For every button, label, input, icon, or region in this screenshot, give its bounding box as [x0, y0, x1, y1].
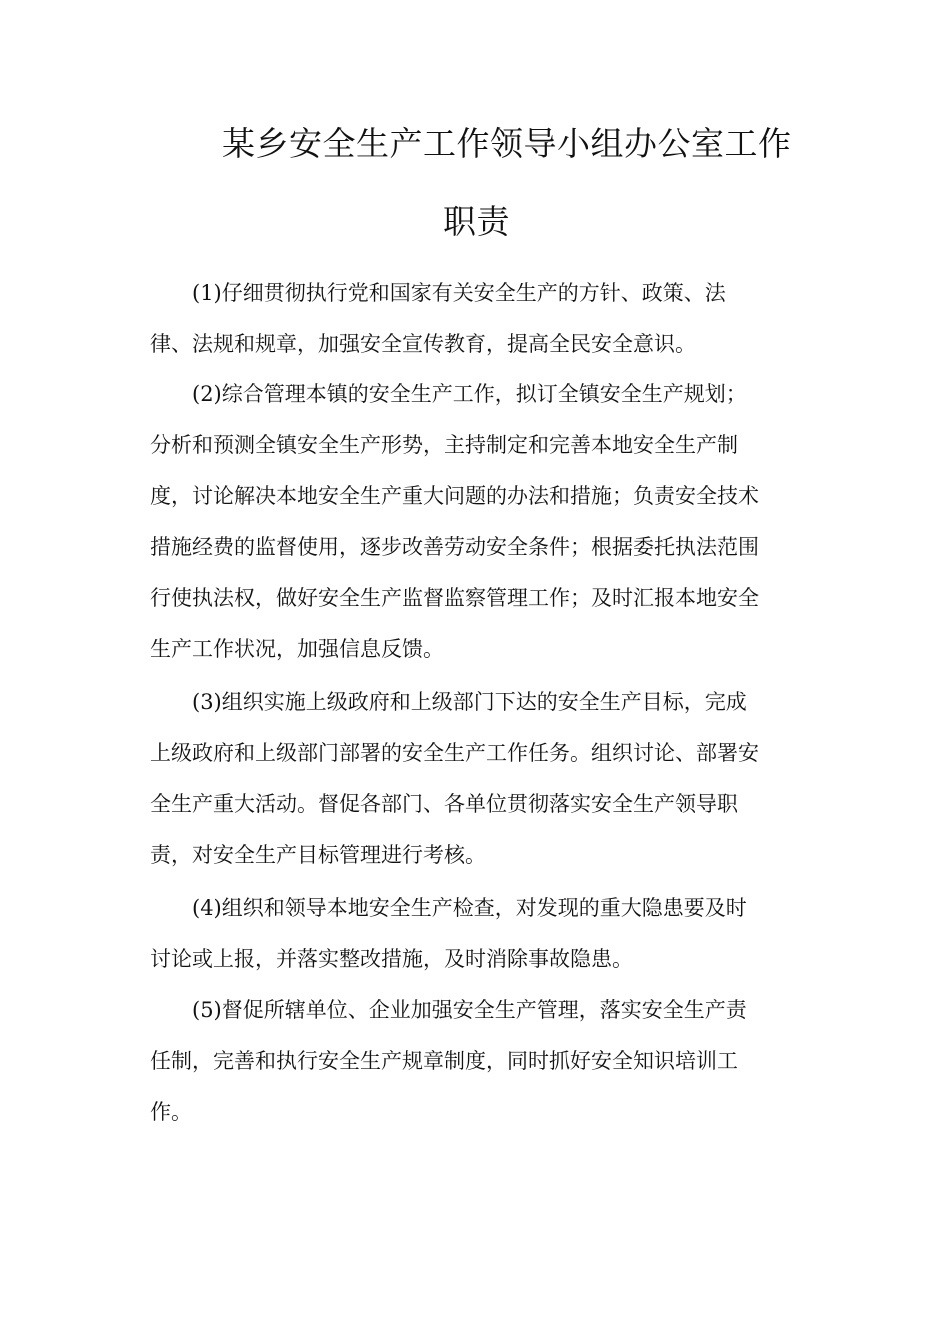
paragraph-2-line-3: 度，讨论解决本地安全生产重大问题的办法和措施；负责安全技术	[150, 484, 759, 508]
paragraph-2	[150, 369, 810, 675]
document-title-line-2: 职责	[443, 202, 510, 241]
paragraph-3-line-3: 全生产重大活动。督促各部门、各单位贯彻落实安全生产领导职	[150, 792, 738, 816]
paragraph-3-line-1: (3)组织实施上级政府和上级部门下达的安全生产目标，完成	[192, 690, 747, 714]
paragraph-1-line-1: (1)仔细贯彻执行党和国家有关安全生产的方针、政策、法	[192, 281, 726, 305]
paragraph-3-line-2: 上级政府和上级部门部署的安全生产工作任务。组织讨论、部署安	[150, 741, 759, 765]
paragraph-2-line-2: 分析和预测全镇安全生产形势，主持制定和完善本地安全生产制	[150, 433, 738, 457]
paragraph-2-line-1: (2)综合管理本镇的安全生产工作，拟订全镇安全生产规划；	[192, 382, 747, 406]
paragraph-4-line-2: 讨论或上报，并落实整改措施，及时消除事故隐患。	[150, 947, 633, 971]
paragraph-3	[150, 677, 810, 881]
paragraph-5-line-2: 任制，完善和执行安全生产规章制度，同时抓好安全知识培训工	[150, 1049, 738, 1073]
paragraph-1-line-2: 律、法规和规章，加强安全宣传教育，提高全民安全意识。	[150, 332, 696, 356]
paragraph-5-line-3: 作。	[150, 1100, 192, 1124]
paragraph-1	[150, 268, 810, 370]
document-title-line-1: 某乡安全生产工作领导小组办公室工作	[222, 124, 792, 163]
paragraph-4-line-1: (4)组织和领导本地安全生产检查，对发现的重大隐患要及时	[192, 896, 747, 920]
paragraph-2-line-6: 生产工作状况，加强信息反馈。	[150, 637, 444, 661]
paragraph-3-line-4: 责，对安全生产目标管理进行考核。	[150, 843, 486, 867]
paragraph-4	[150, 883, 810, 985]
paragraph-2-line-4: 措施经费的监督使用，逐步改善劳动安全条件；根据委托执法范围	[150, 535, 759, 559]
paragraph-2-line-5: 行使执法权，做好安全生产监督监察管理工作；及时汇报本地安全	[150, 586, 759, 610]
paragraph-5	[150, 985, 810, 1138]
paragraph-5-line-1: (5)督促所辖单位、企业加强安全生产管理，落实安全生产责	[192, 998, 747, 1022]
